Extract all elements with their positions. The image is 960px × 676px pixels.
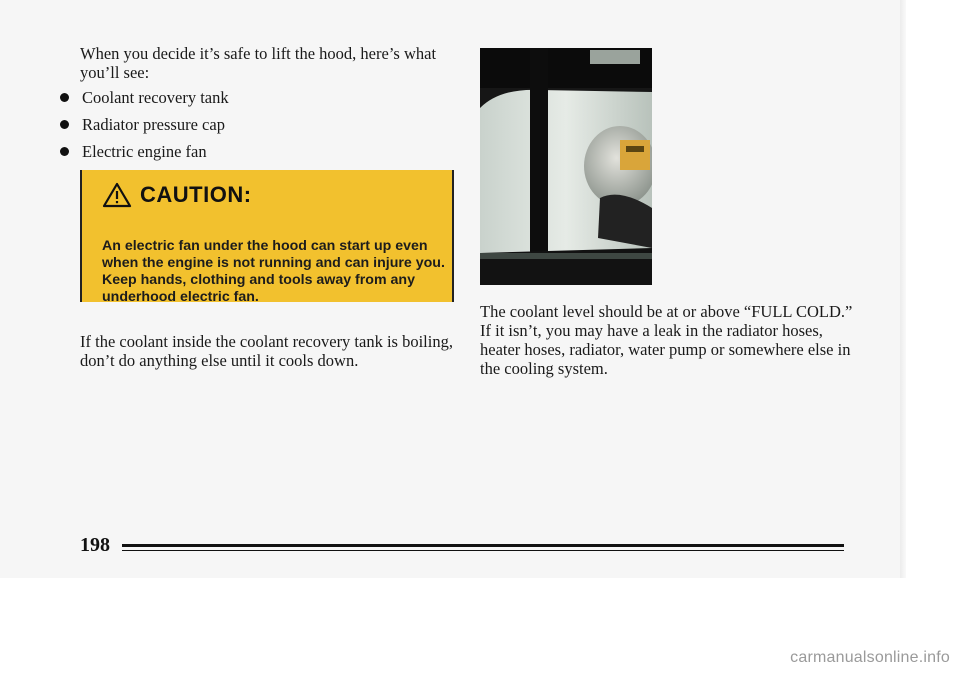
caution-header [102,182,252,208]
warning-triangle-icon [102,182,132,208]
caution-box [80,170,454,305]
bullet-icon [60,120,69,129]
intro-text: When you decide it’s safe to lift the hood, here’s what you’ll see: [80,44,437,82]
component-list [60,88,229,169]
bullet-icon [60,93,69,102]
caution-text: An electric fan under the hood can start up even when the engine is not running and can injure you. Keep hands, clothing and tools away from any underhood electric fan. [102,238,445,305]
boiling-coolant-paragraph: If the coolant inside the coolant recovery tank is boiling, don’t do anything else until it cools down. [80,332,453,370]
footer-rule [122,544,844,547]
bullet-icon [60,147,69,156]
list-item: Radiator pressure cap [60,115,229,142]
engine-compartment-photo [480,48,652,285]
list-item: Electric engine fan [60,142,229,169]
coolant-level-paragraph: The coolant level should be at or above “FULL COLD.” If it isn’t, you may have a leak in the radiator hoses, heater hoses, radiator, water pump or somewhere else in the cooling system. [480,302,853,378]
footer-rule-thin [122,550,844,551]
caution-title: CAUTION: [140,182,252,207]
page-number: 198 [80,534,110,556]
coolant-tank-image [480,48,652,285]
page-edge [900,0,906,578]
list-item: Coolant recovery tank [60,88,229,115]
watermark-text: carmanualsonline.info [790,649,950,666]
